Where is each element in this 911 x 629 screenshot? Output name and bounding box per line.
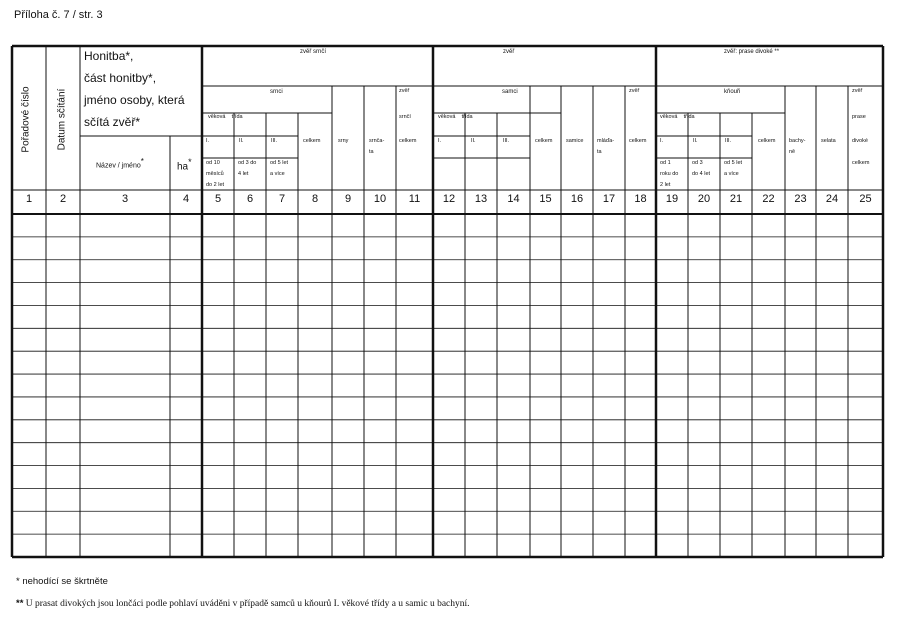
column-number: 25 <box>859 193 872 205</box>
footnote-1: * nehodící se škrtněte <box>16 576 108 587</box>
hunting-header-line-4: sčítá zvěř* <box>84 115 141 129</box>
deer-celkem-2: celkem <box>629 138 647 144</box>
boar-age-3b: a více <box>724 171 739 177</box>
hunting-header-line-2: část honitby*, <box>84 71 157 85</box>
boar-age-2b: do 4 let <box>692 171 711 177</box>
red-age-2a: od 3 do <box>238 160 257 166</box>
column-number: 7 <box>278 193 286 205</box>
red-class-1: I. <box>206 138 210 144</box>
column-number: 5 <box>214 193 222 205</box>
boar-selata: selata <box>821 138 836 144</box>
boar-age-3a: od 5 let <box>724 160 743 166</box>
deer-class-1: I. <box>438 138 442 144</box>
column-number: 24 <box>825 193 839 205</box>
column-number: 15 <box>539 193 552 205</box>
column-number: 10 <box>373 193 387 205</box>
deer-class-3: III. <box>503 138 510 144</box>
column-number: 13 <box>474 193 488 205</box>
footnote-2: ** U prasat divokých jsou lončáci podle pohlaví uváděni v případě samců u kňourů I. věkové třídy a u samic u bachyní. <box>16 598 470 609</box>
hunting-header-line-1: Honitba*, <box>84 49 134 63</box>
deer-age-class-label: věková třída <box>438 114 473 120</box>
column-number: 9 <box>344 193 352 205</box>
name-label: Název / jméno* <box>96 157 144 170</box>
red-celkem: celkem <box>303 138 321 144</box>
boar-celkem-2: celkem <box>852 160 870 166</box>
red-srny: srny <box>338 138 349 144</box>
column-number: 20 <box>697 193 711 205</box>
red-srnci-label: srnci <box>270 89 283 95</box>
red-age-3a: od 5 let <box>270 160 289 166</box>
boar-age-1b: roku do <box>660 171 679 177</box>
column-number: 8 <box>311 193 319 205</box>
boar-knouri-label: kňouři <box>724 89 741 95</box>
column-number: 4 <box>182 193 190 205</box>
deer-celkem: celkem <box>535 138 553 144</box>
red-srnci-2: srnčí <box>399 114 411 120</box>
boar-bachyne-2: ně <box>789 149 796 155</box>
boar-celkem: celkem <box>758 138 776 144</box>
column-number: 2 <box>59 193 67 205</box>
col-row-header: Pořadové číslo <box>20 86 32 153</box>
red-age-2b: 4 let <box>238 171 249 177</box>
boar-class-1: I. <box>660 138 664 144</box>
column-number: 14 <box>507 193 520 205</box>
section-red-deer-title: zvěř srnčí <box>300 49 327 55</box>
section-boar-title: zvěř: prase divoké ** <box>724 49 780 55</box>
red-class-3: III. <box>271 138 278 144</box>
red-age-1c: do 2 let <box>206 182 225 188</box>
column-number: 16 <box>570 193 584 205</box>
red-age-class-label: věková třída <box>208 114 243 120</box>
boar-zver: zvěř <box>852 88 863 94</box>
red-age-1b: měsíců <box>206 171 224 177</box>
red-zver: zvěř <box>399 88 410 94</box>
column-number: 12 <box>442 193 456 205</box>
hunting-header-line-3: jméno osoby, která <box>84 93 185 107</box>
column-number: 23 <box>794 193 807 205</box>
boar-age-1a: od 1 <box>660 160 671 166</box>
page-label: Příloha č. 7 / str. 3 <box>14 9 103 21</box>
column-number: 3 <box>121 193 129 205</box>
boar-divoke: divoké <box>852 138 868 144</box>
deer-mladata: mláďa- <box>597 138 615 144</box>
boar-prase: prase <box>852 114 866 120</box>
col-date-header: Datum sčítání <box>56 88 68 151</box>
red-age-1a: od 10 <box>206 160 220 166</box>
column-number: 1 <box>25 193 33 205</box>
column-number: 11 <box>408 193 421 205</box>
red-age-3b: a více <box>270 171 285 177</box>
ha-label: ha* <box>177 157 192 173</box>
red-srncata-2: ta <box>369 149 374 155</box>
boar-age-class-label: věková třída <box>660 114 695 120</box>
column-number: 6 <box>246 193 254 205</box>
column-number: 22 <box>762 193 775 205</box>
column-number: 19 <box>665 193 679 205</box>
deer-zver: zvěř <box>629 88 640 94</box>
red-celkem-2: celkem <box>399 138 417 144</box>
boar-class-3: III. <box>725 138 732 144</box>
deer-samice: samice <box>566 138 584 144</box>
boar-age-1c: 2 let <box>660 182 671 188</box>
boar-bachyne: bachy- <box>789 138 806 144</box>
deer-class-2: II. <box>471 138 476 144</box>
deer-mladata-2: ta <box>597 149 602 155</box>
red-srncata: srnča- <box>369 138 385 144</box>
red-class-2: II. <box>239 138 244 144</box>
boar-age-2a: od 3 <box>692 160 703 166</box>
section-deer-title: zvěř <box>503 49 515 55</box>
column-number: 21 <box>729 193 743 205</box>
column-number: 17 <box>602 193 616 205</box>
boar-class-2: II. <box>693 138 698 144</box>
column-number: 18 <box>634 193 647 205</box>
deer-samci-label: samci <box>502 89 518 95</box>
